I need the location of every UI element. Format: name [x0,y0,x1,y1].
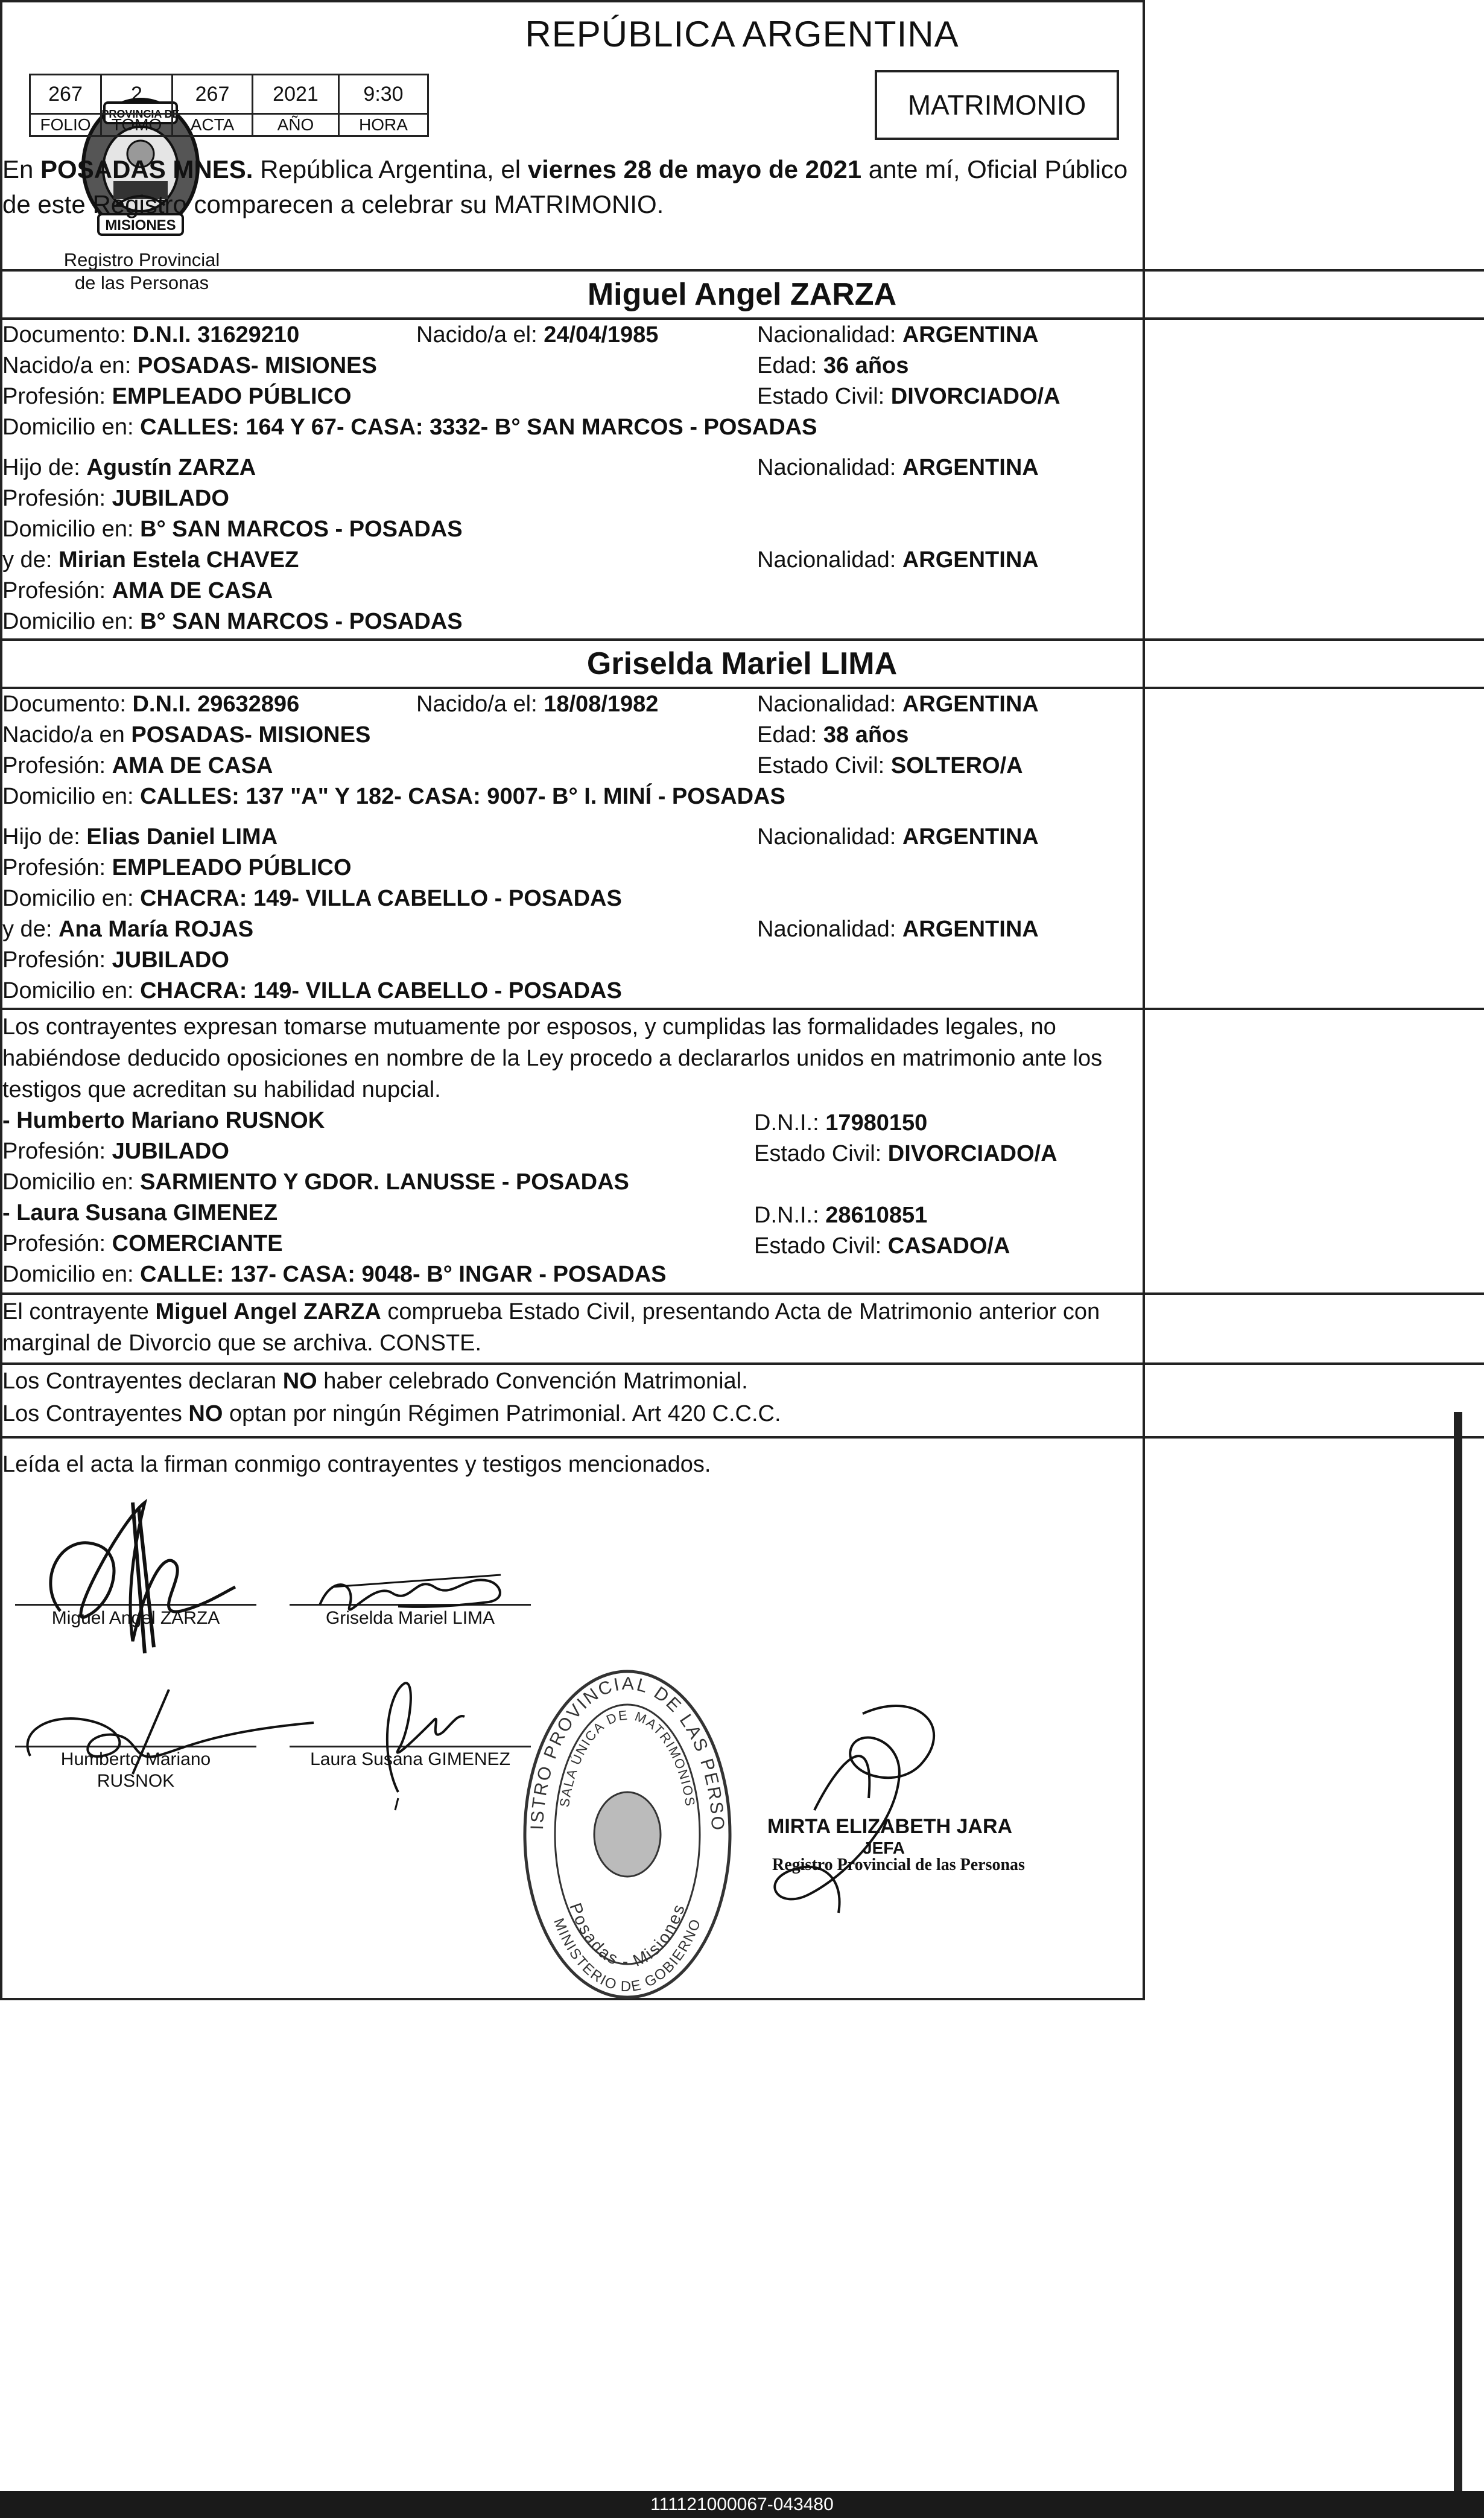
spouse2-father-profession: Profesión: EMPLEADO PÚBLICO [2,855,352,880]
spouse2-document: Documento: D.N.I. 29632896 [2,691,300,717]
spouse2-mother-profession: Profesión: JUBILADO [2,947,229,973]
spouse2-nationality: Nacionalidad: ARGENTINA [757,691,1039,717]
spouse1-father-nationality: Nacionalidad: ARGENTINA [757,455,1039,480]
spouse1-mother-address: Domicilio en: B° SAN MARCOS - POSADAS [2,609,463,634]
spouse1-birthdate: Nacido/a el: 24/04/1985 [416,322,659,348]
signature-official [724,1677,1013,1931]
spouse2-birthdate: Nacido/a el: 18/08/1982 [416,691,659,717]
country-title: REPÚBLICA ARGENTINA [525,14,959,54]
witness2-address: Domicilio en: CALLE: 137- CASA: 9048- B° INGAR - POSADAS [2,1262,667,1287]
spouse2-address: Domicilio en: CALLES: 137 "A" Y 182- CASA: 9007- B° I. MINÍ - POSADAS [2,784,785,809]
folio-value: 267 [30,75,101,114]
document-code: 111121000067-043480 [650,2494,834,2514]
divider [0,269,1484,272]
spouse1-father-address: Domicilio en: B° SAN MARCOS - POSADAS [2,517,463,542]
divider [0,1008,1484,1010]
seal-emblem-icon [594,1792,661,1877]
spouse1-mother-profession: Profesión: AMA DE CASA [2,578,273,603]
logo-text-top: PROVINCIA DE [101,108,180,120]
signature-witness2 [338,1659,495,1816]
ano-value: 2021 [253,75,339,114]
spouse2-father-address: Domicilio en: CHACRA: 149- VILLA CABELLO - POSADAS [2,886,622,911]
signature-spouse2 [308,1557,525,1629]
official-name: MIRTA ELIZABETH JARA [767,1815,1013,1838]
acta-label: ACTA [173,114,253,136]
witness1-civil-status: Estado Civil: DIVORCIADO/A [754,1141,1058,1166]
divider [0,1362,1484,1365]
intro-text-1: En [2,155,41,183]
spouse1-mother-nationality: Nacionalidad: ARGENTINA [757,547,1039,573]
spouse2-civil-status: Estado Civil: SOLTERO/A [757,753,1023,778]
spouse2-father-nationality: Nacionalidad: ARGENTINA [757,824,1039,850]
folio-label: FOLIO [30,114,101,136]
convention-line2: Los Contrayentes NO optan por ningún Régimen Patrimonial. Art 420 C.C.C. [2,1401,781,1426]
spouse2-father: Hijo de: Elias Daniel LIMA [2,824,278,850]
spouse2-mother-address: Domicilio en: CHACRA: 149- VILLA CABELLO - POSADAS [2,978,622,1003]
act-type-box [875,70,1119,140]
official-role: JEFA [863,1839,905,1857]
tomo-value: 2 [101,75,173,114]
spouse1-age: Edad: 36 años [757,353,909,378]
declaration-paragraph: Los contrayentes expresan tomarse mutuamente por esposos, y cumplidas las formalidades legales, no habiéndose deducido oposiciones en nombre de la Ley procedo a declararlos unidos en matrimonio ante los testigos que acreditan su habilidad nupcial. [2,1014,1103,1102]
divider [0,638,1484,641]
spouse1-document: Documento: D.N.I. 31629210 [2,322,300,348]
closing-statement: Leída el acta la firman conmigo contrayentes y testigos mencionados. [2,1452,711,1477]
divider [0,1436,1484,1439]
witness1-address: Domicilio en: SARMIENTO Y GDOR. LANUSSE - POSADAS [2,1169,629,1195]
act-type-label: MATRIMONIO [907,89,1086,121]
spouse1-profession: Profesión: EMPLEADO PÚBLICO [2,384,352,409]
hora-value: 9:30 [339,75,428,114]
spouse2-mother: y de: Ana María ROJAS [2,917,254,942]
witness1-profession: Profesión: JUBILADO [2,1139,229,1164]
intro-date: viernes 28 de mayo de 2021 [527,155,862,183]
spouse2-name: Griselda Mariel LIMA [586,646,898,681]
logo-caption-line1: Registro Provincial [63,249,220,270]
seal-inner-text: SALA ÚNICA DE MATRIMONIOS [556,1707,699,1808]
witness1-name: - Humberto Mariano RUSNOK [2,1108,325,1133]
spouse1-mother: y de: Mirian Estela CHAVEZ [2,547,299,573]
spouse1-father-profession: Profesión: JUBILADO [2,486,229,511]
witness2-civil-status: Estado Civil: CASADO/A [754,1233,1010,1259]
intro-paragraph [2,152,1137,222]
signature-label-spouse2: Griselda Mariel LIMA [325,1608,495,1628]
spouse1-father: Hijo de: Agustín ZARZA [2,455,256,480]
seal-ministry-text: MINISTERIO DE GOBIERNO [550,1916,705,1995]
spouse1-nationality: Nacionalidad: ARGENTINA [757,322,1039,348]
intro-text-2: República Argentina, el [253,155,528,183]
signature-witness1 [12,1665,326,1798]
spouse1-address: Domicilio en: CALLES: 164 Y 67- CASA: 3332- B° SAN MARCOS - POSADAS [2,415,817,440]
convention-line1: Los Contrayentes declaran NO haber celebrado Convención Matrimonial. [2,1369,748,1394]
witness2-dni: D.N.I.: 28610851 [754,1203,928,1228]
logo-caption-line2: de las Personas [74,272,209,293]
spouse2-birthplace: Nacido/a en POSADAS- MISIONES [2,722,371,748]
logo-text-bottom: MISIONES [105,217,176,234]
witness2-profession: Profesión: COMERCIANTE [2,1231,283,1256]
spouse2-mother-nationality: Nacionalidad: ARGENTINA [757,917,1039,942]
spouse1-birthplace: Nacido/a en: POSADAS- MISIONES [2,353,377,378]
spouse1-name: Miguel Angel ZARZA [587,277,897,312]
spouse2-age: Edad: 38 años [757,722,909,748]
signature-label-spouse1: Miguel Angel ZARZA [51,1608,220,1628]
intro-place: POSADAS MNES. [40,155,253,183]
witness1-dni: D.N.I.: 17980150 [754,1110,928,1136]
witness2-name: - Laura Susana GIMENEZ [2,1200,278,1226]
divider [0,1292,1484,1295]
official-office: Registro Provincial de las Personas [772,1855,1025,1874]
tomo-label: TOMO [101,114,173,136]
divider [0,317,1484,320]
intro-text-3: ante mí, Oficial Público de este Registro comparecen a celebrar su MATRIMONIO. [2,155,1128,218]
acta-value: 267 [173,75,253,114]
scan-edge-artifact [1454,1412,1462,2492]
seal-outer-text: REGISTRO PROVINCIAL DE LAS PERSONAS [510,1638,728,1833]
spouse2-profession: Profesión: AMA DE CASA [2,753,273,778]
registry-table [29,74,429,137]
divider [0,687,1484,689]
signature-spouse1 [24,1496,253,1677]
registry-seal-stamp [510,1638,736,2003]
signature-label-witness2: Laura Susana GIMENEZ [310,1749,510,1769]
ano-label: AÑO [253,114,339,136]
civil-status-note: El contrayente Miguel Angel ZARZA comprueba Estado Civil, presentando Acta de Matrimonio anterior con marginal de Divorcio que se archiva. CONSTE. [2,1299,1100,1356]
spouse1-civil-status: Estado Civil: DIVORCIADO/A [757,384,1061,409]
seal-bottom-text: Posadas - Misiones [566,1900,689,1971]
signature-label-witness1: Humberto Mariano RUSNOK [60,1749,211,1791]
hora-label: HORA [339,114,428,136]
